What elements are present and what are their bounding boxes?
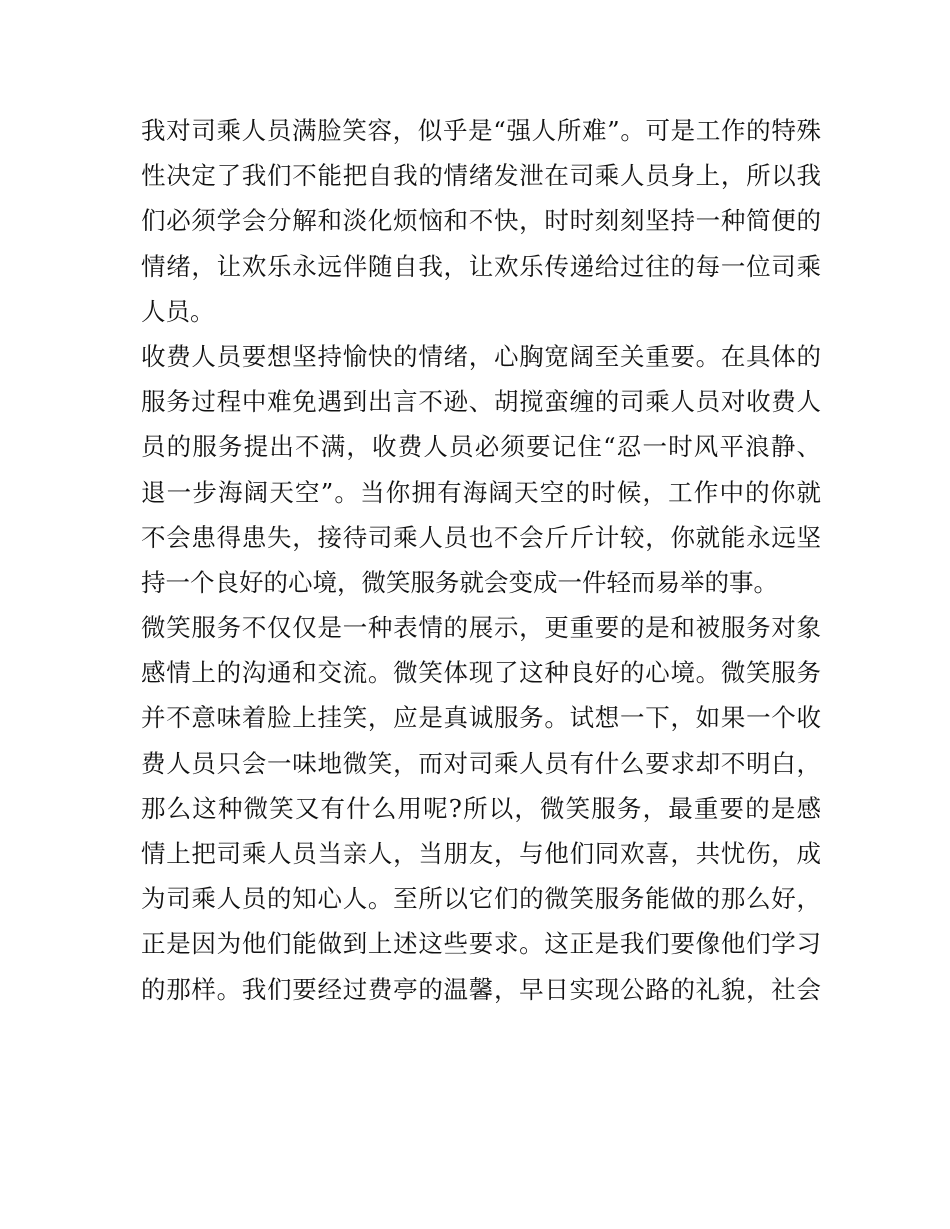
- text-line: 情绪，让欢乐永远伴随自我，让欢乐传递给过往的每一位司乘: [141, 251, 821, 281]
- text-line: 并不意味着脸上挂笑，应是真诚服务。试想一下，如果一个收: [141, 703, 821, 733]
- text-line: 感情上的沟通和交流。微笑体现了这种良好的心境。微笑服务: [141, 658, 821, 688]
- text-line: 退一步海阔天空”。当你拥有海阔天空的时候，工作中的你就: [141, 477, 821, 507]
- body-text: [141, 108, 821, 1012]
- text-line: 们必须学会分解和淡化烦恼和不快，时时刻刻坚持一种简便的: [141, 206, 821, 236]
- text-line: 持一个良好的心境，微笑服务就会变成一件轻而易举的事。: [141, 567, 778, 597]
- text-line: 正是因为他们能做到上述这些要求。这正是我们要像他们学习: [141, 929, 821, 959]
- text-line: 费人员只会一味地微笑，而对司乘人员有什么要求却不明白，: [141, 748, 821, 778]
- text-line: 服务过程中难免遇到出言不逊、胡搅蛮缠的司乘人员对收费人: [141, 387, 821, 417]
- text-line: 情上把司乘人员当亲人，当朋友，与他们同欢喜，共忧伤，成: [141, 839, 821, 868]
- text-line: 不会患得患失，接待司乘人员也不会斤斤计较，你就能永远坚: [141, 522, 821, 552]
- text-line: 收费人员要想坚持愉快的情绪，心胸宽阔至关重要。在具体的: [141, 341, 821, 371]
- text-line: 微笑服务不仅仅是一种表情的展示，更重要的是和被服务对象: [141, 613, 821, 643]
- text-line: 人员。: [141, 296, 215, 326]
- text-line: 为司乘人员的知心人。至所以它们的微笑服务能做的那么好，: [141, 884, 821, 914]
- text-line: 性决定了我们不能把自我的情绪发泄在司乘人员身上，所以我: [141, 161, 821, 191]
- text-line: 员的服务提出不满，收费人员必须要记住“忍一时风平浪静、: [141, 432, 821, 462]
- text-line: 的那样。我们要经过费亭的温馨，早日实现公路的礼貌，社会: [141, 974, 821, 1004]
- text-line: 那么这种微笑又有什么用呢?所以，微笑服务，最重要的是感: [141, 793, 821, 823]
- text-line: 我对司乘人员满脸笑容，似乎是“强人所难”。可是工作的特殊: [141, 116, 821, 145]
